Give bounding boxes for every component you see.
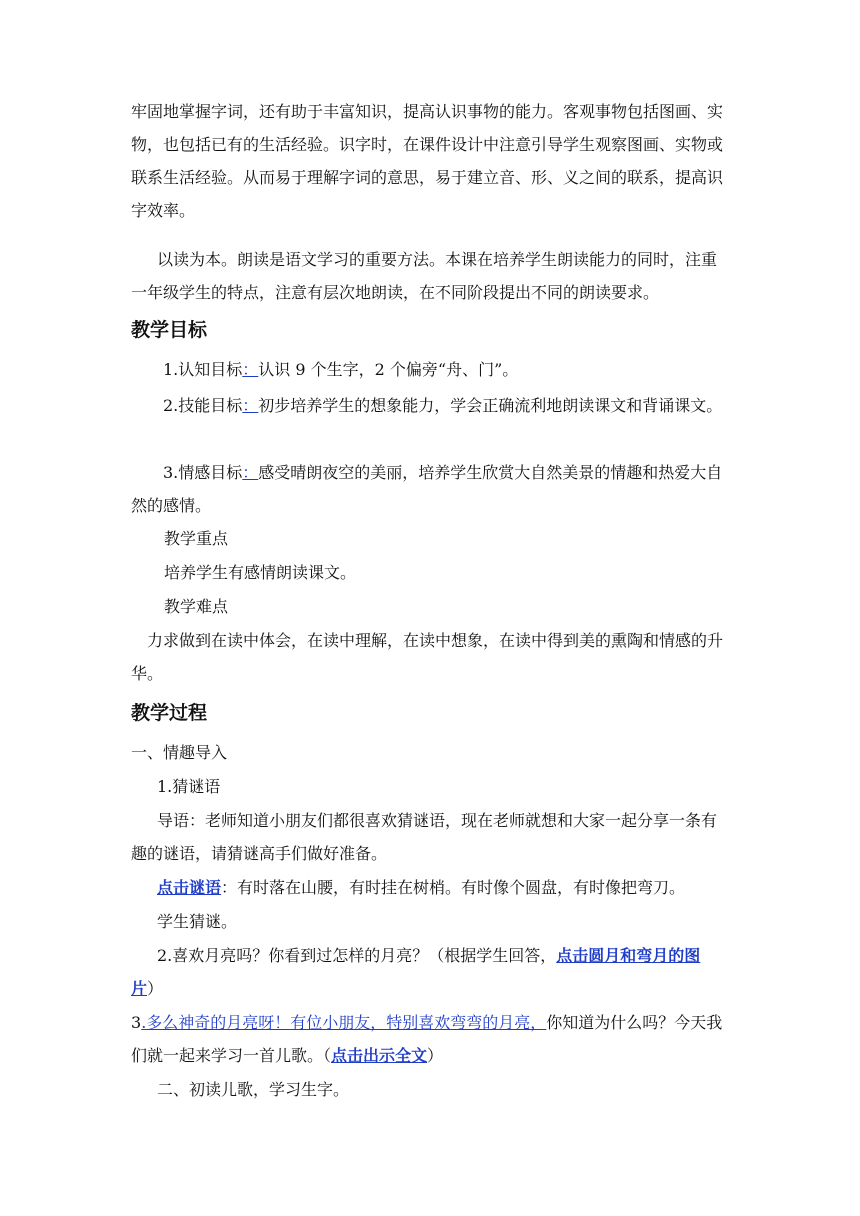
section-2-title: 二、初读儿歌，学习生字。	[157, 1080, 350, 1099]
goal-3-colon: ：	[242, 463, 259, 482]
step-3-text: 你知道为什么吗？今天我们就一起来学习一首儿歌。（	[131, 1013, 723, 1065]
difficulty-text-content: 力求做到在读中体会，在读中理解，在读中想象，在读中得到美的熏陶和情感的升华。	[131, 631, 724, 683]
step-3	[131, 1006, 731, 1072]
goal-2-text: 初步培养学生的想象能力，学会正确流利地朗读课文和背诵课文。	[258, 396, 723, 415]
goal-2-label: 2.技能目标	[163, 396, 243, 415]
step-2-text: 2.喜欢月亮吗？你看到过怎样的月亮？（根据学生回答，	[157, 946, 557, 965]
goal-2	[131, 389, 731, 422]
moon-images-link[interactable]: 点击圆月和弯月的图片	[131, 946, 701, 998]
difficulty-title: 教学难点	[164, 597, 229, 616]
goal-2-colon: ：	[242, 396, 259, 415]
step-2-end: ）	[147, 979, 164, 998]
goal-3-text: 感受晴朗夜空的美丽，培养学生欣赏大自然美景的情趣和热爱大自然的感情。	[131, 463, 723, 515]
goal-1	[163, 353, 733, 386]
step-3-end: ）	[427, 1046, 444, 1065]
step-3-number: 3	[131, 1013, 142, 1032]
step-1-intro	[131, 804, 731, 870]
step-2	[131, 939, 731, 1005]
intro-paragraph-2-text: 以读为本。朗读是语文学习的重要方法。本课在培养学生朗读能力的同时，注重一年级学生的特点，注意有层次地朗读，在不同阶段提出不同的朗读要求。	[131, 250, 718, 302]
goal-3	[131, 456, 731, 522]
magic-moon-link[interactable]: .多么神奇的月亮呀！有位小朋友，特别喜欢弯弯的月亮，	[141, 1013, 547, 1032]
heading-teaching-goals: 教学目标	[131, 319, 208, 341]
key-point-text: 培养学生有感情朗读课文。	[164, 563, 357, 582]
key-point-title: 教学重点	[164, 529, 229, 548]
students-guess: 学生猜谜。	[157, 912, 238, 931]
heading-teaching-process: 教学过程	[131, 702, 208, 724]
goal-1-text: 认识 9 个生字，2 个偏旁“舟、门”。	[258, 360, 519, 379]
intro-paragraph-1	[131, 95, 733, 227]
section-1-title: 一、情趣导入	[131, 743, 228, 762]
intro-paragraph-1-text: 牢固地掌握字词，还有助于丰富知识，提高认识事物的能力。客观事物包括图画、实物，也包括已有的生活经验。识字时，在课件设计中注意引导学生观察图画、实物或联系生活经验。从而易于理解字词的意思，易于建立音、形、义之间的联系，提高识字效率。	[131, 102, 724, 220]
riddle-link[interactable]: 点击谜语	[157, 878, 222, 897]
goal-1-label: 1.认知目标	[163, 360, 243, 379]
riddle-line	[157, 871, 737, 904]
goal-3-label: 3.情感目标	[163, 463, 243, 482]
intro-paragraph-2	[131, 243, 731, 309]
riddle-text: ：有时落在山腰，有时挂在树梢。有时像个圆盘，有时像把弯刀。	[221, 878, 686, 897]
goal-1-colon: ：	[242, 360, 259, 379]
step-1-title: 1.猜谜语	[157, 777, 221, 796]
step-1-intro-text: 导语：老师知道小朋友们都很喜欢猜谜语，现在老师就想和大家一起分享一条有趣的谜语，请猜谜高手们做好准备。	[131, 811, 718, 863]
difficulty-text	[131, 624, 731, 690]
show-full-text-link[interactable]: 点击出示全文	[331, 1046, 428, 1065]
